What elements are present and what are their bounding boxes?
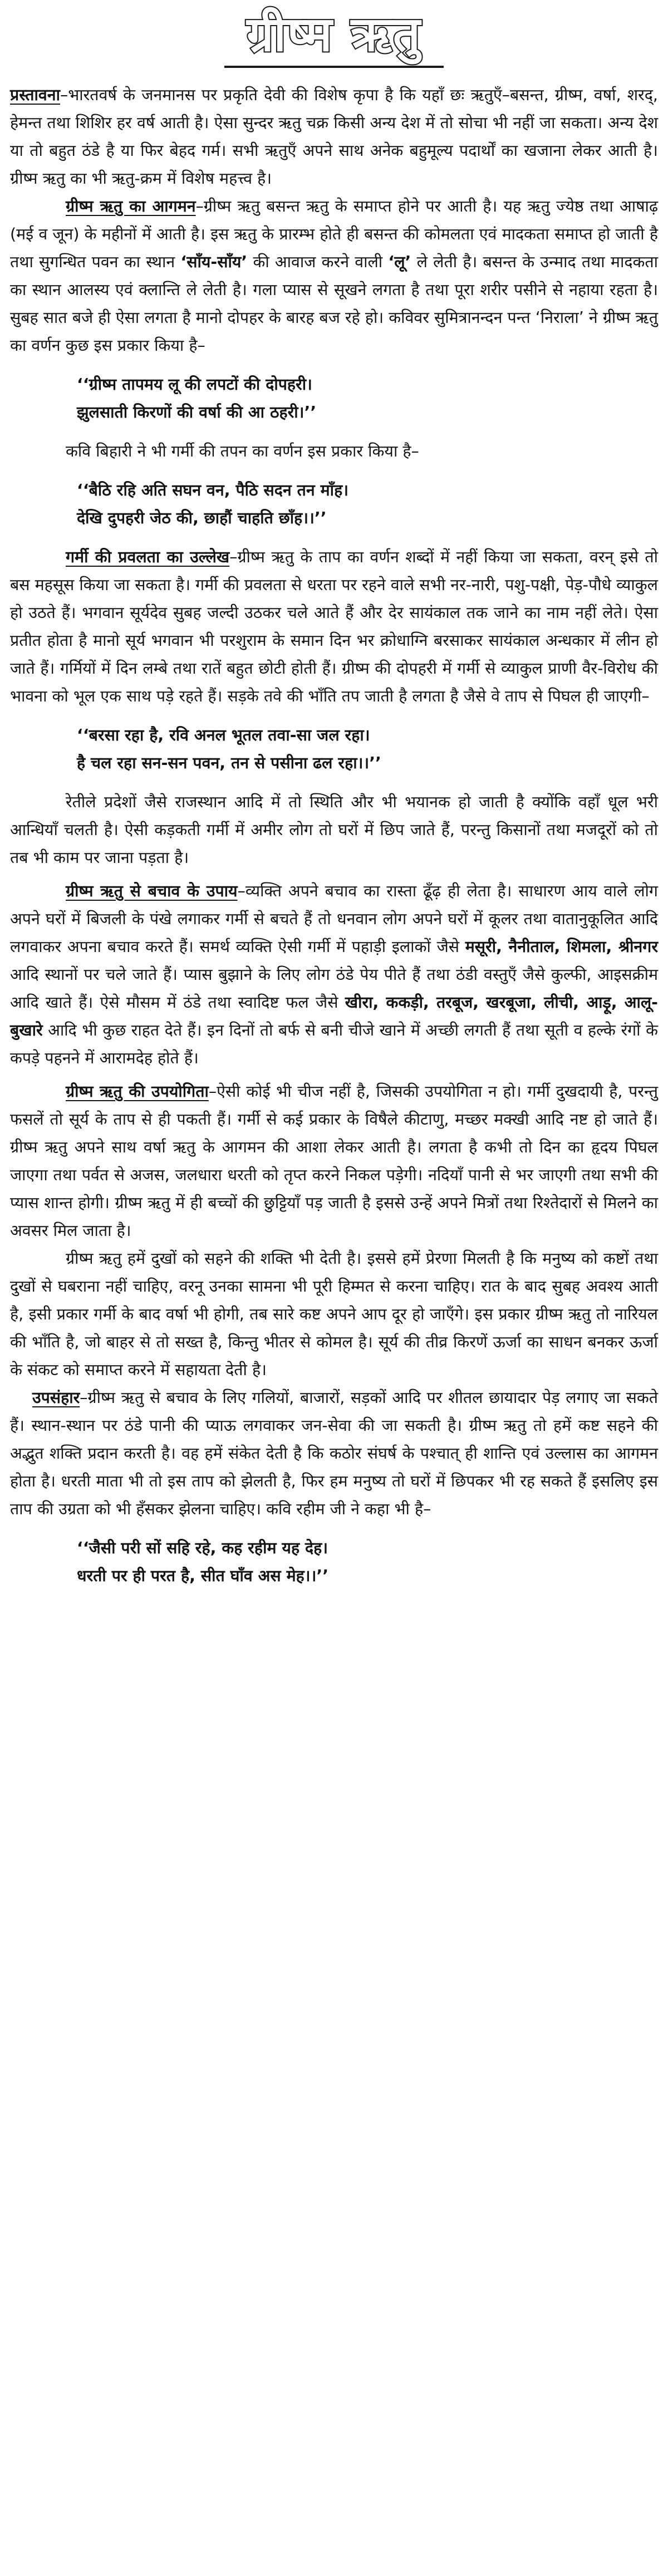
quote-rahim <box>77 1534 658 1590</box>
protection-fruits: खीरा, ककड़ी, तरबूज, खरबूजा, लीची, आड़ू, आलू-बुखारे <box>10 993 658 1039</box>
quote-line: देखि दुपहरी जेठ की, छाहौं चाहति छाँह।।’’ <box>77 509 327 527</box>
quote-pant <box>77 371 658 426</box>
quote-line: ‘‘बैठि रहि अति सघन वन, पैठि सदन तन माँह। <box>77 481 349 499</box>
strength-paragraph: ग्रीष्म ऋतु हमें दुखों को सहने की शक्ति भी देती है। इससे हमें प्रेरणा मिलती है कि मनुष्य को कष्टों तथा दुखों से घबराना नहीं चाहिए, वरनू उनका सामना भी पूरी हिम्मत से करना चाहिए। रात के बाद सुबह अवश्य आती है, इसी प्रकार गर्मी के बाद वर्षा भी होगी, तब सारे कष्ट अपने आप दूर हो जाएँगे। इस प्रकार ग्रीष्म ऋतु तो नारियल की भाँति है, जो बाहर से तो सख्त है, किन्तु भीतर से कोमल है। सूर्य की तीव्र किरणें ऊर्जा का साधन बनकर ऊर्जा के संकट को समाप्त करने में सहायता देती है। <box>10 1249 658 1379</box>
protection-heading: ग्रीष्म ऋतु से बचाव के उपाय <box>66 882 238 900</box>
arrival-text-2: की आवाज करने वाली <box>247 253 389 271</box>
quote-bihari <box>77 477 658 532</box>
arrival-text-1: –ग्रीष्म ऋतु बसन्त ऋतु के समाप्त होने पर आती है। यह ऋतु ज्येष्ठ तथा आषाढ़ (मई व जून) के महीनों में आती है। इस ऋतु के प्रारम्भ होते ही बसन्त की कोमलता एवं मादकता समाप्त हो जाती है तथा सुगन्धित पवन का स्थान <box>10 197 658 271</box>
arrival-bold-2: ‘लू’ <box>388 253 411 271</box>
intro-text: –भारतवर्ष के जनमानस पर प्रकृति देवी की विशेष कृपा है कि यहाँ छः ऋतुएँ–बसन्त, ग्रीष्म, वर्षा, शरद्, हेमन्त तथा शिशिर हर वर्ष आती है। ऐसा सुन्दर ऋतु चक्र किसी अन्य देश में तो सोचा भी नहीं जा सकता। अन्य देश या तो बहुत ठंडे है या फिर बेहद गर्म। सभी ऋतुएँ अपने साथ अनेक बहुमूल्य पदार्थों का खजाना लेकर आती है। ग्रीष्म ऋतु का भी ऋतु-क्रम में विशेष महत्त्व है। <box>10 86 658 188</box>
quote-line: धरती पर ही परत है, सीत घाँव अस मेह।।’’ <box>77 1567 329 1585</box>
protection-text-1: –व्यक्ति अपने बचाव का रास्ता ढूँढ़ ही लेता है। साधारण आय वाले लोग अपने घरों में बिजली के पंखे लगाकर गर्मी से बचते हैं तो धनवान लोग अपने घरों में कूलर तथा वातानुकूलित आदि लगवाकर अपना बचाव करते हैं। समर्थ व्यक्ति ऐसी गर्मी में पहाड़ी इलाकों जैसे <box>10 882 658 956</box>
quote-line: झुलसाती किरणों की वर्षा की आ ठहरी।’’ <box>77 403 317 421</box>
desert-paragraph: रेतीले प्रदेशों जैसे राजस्थान आदि में तो स्थिति और भी भयानक हो जाती है क्योंकि वहाँ धूल भरी आन्धियाँ चलती है। ऐसी कड़कती गर्मी में अमीर लोग तो घरों में छिप जाते हैं, परन्तु किसानों तथा मजदूरों को तो तब भी काम पर जाना पड़ता है। <box>10 793 658 867</box>
conclusion-text: –ग्रीष्म ऋतु से बचाव के लिए गलियों, बाजारों, सड़कों आदि पर शीतल छायादार पेड़ लगाए जा सकते हैं। स्थान-स्थान पर ठंडे पानी की प्याऊ लगवाकर जन-सेवा की जा सकती है। ग्रीष्म ऋतु तो हमें कष्ट सहने की अद्भुत शक्ति प्रदान करती है। वह हमें संकेत देती है कि कठोर संघर्ष के पश्चात् ही शान्ति एवं उल्लास का आगमन होता है। धरती माता भी तो इस ताप को झेलती है, फिर हम मनुष्य तो घरों में छिपकर भी रह सकते हैं इसलिए इस ताप की उग्रता को भी हँसकर झेलना चाहिए। कवि रहीम जी ने कहा भी है– <box>10 1388 658 1518</box>
conclusion-heading: उपसंहार <box>32 1388 80 1407</box>
protection-places: मसूरी, नैनीताल, शिमला, श्रीनगर <box>465 938 658 956</box>
conclusion-paragraph <box>10 1384 658 1523</box>
intro-paragraph <box>10 81 658 193</box>
intensity-text: –ग्रीष्म ऋतु के ताप का वर्णन शब्दों में नहीं किया जा सकता, वरन् इसे तो बस महसूस किया जा सकता है। गर्मी की प्रवलता से धरता पर रहने वाले सभी नर-नारी, पशु-पक्षी, पेड़-पौधे व्याकुल हो उठते हैं। भगवान सूर्यदेव सुबह जल्दी उठकर चले आते हैं और देर सायंकाल तक जाने का नाम नहीं लेते। ऐसा प्रतीत होता है मानो सूर्य भगवान भी परशुराम के समान दिन भर क्रोधाग्नि बरसाकर सायंकाल अन्धकार में लीन हो जाते हैं। गर्मियों में दिन लम्बे तथा रातें बहुत छोटी होती हैं। ग्रीष्म की दोपहरी में गर्मी से व्याकुल प्राणी वैर-विरोध की भावना को भूल एक साथ पड़े रहते हैं। सड़के तवे की भाँति तप जाती है लगता है जैसे वे ताप से पिघल ही जाएगी– <box>10 548 658 705</box>
quote-line: है चल रहा सन-सन पवन, तन से पसीना ढल रहा।।’’ <box>77 754 381 772</box>
quote-gupta <box>77 722 658 777</box>
quote-line: ‘‘ग्रीष्म तापमय लू की लपटों की दोपहरी। <box>77 375 312 394</box>
quote-line: ‘‘बरसा रहा है, रवि अनल भूतल तवा-सा जल रहा। <box>77 726 370 744</box>
intensity-heading: गर्मी की प्रवलता का उल्लेख <box>66 548 230 566</box>
title-area <box>10 0 658 81</box>
usefulness-paragraph <box>10 1078 658 1245</box>
bihari-intro: कवि बिहारी ने भी गर्मी की तपन का वर्णन इस प्रकार किया है– <box>66 442 419 460</box>
arrival-text-3: ले लेती है। बसन्त के उन्माद तथा मादकता का स्थान आलस्य एवं क्लान्ति ले लेती है। गला प्यास से सूखने लगता है तथा पूरा शरीर पसीने से नहाया रहता है। सुबह सात बजे ही ऐसा लगता है मानो दोपहर के बारह बज रहे हो। कविवर सुमित्रानन्दन पन्त ‘निराला’ ने ग्रीष्म ऋतु का वर्णन कुछ इस प्रकार किया है– <box>10 253 658 355</box>
usefulness-text: –ऐसी कोई भी चीज नहीं है, जिसकी उपयोगिता न हो। गर्मी दुखदायी है, परन्तु फसलें तो सूर्य के ताप से ही पकती हैं। गर्मी से कई प्रकार के विषैले कीटाणु, मच्छर मक्खी आदि नष्ट हो जाते हैं। ग्रीष्म ऋतु अपने साथ वर्षा ऋतु के आगमन की आशा लेकर आती है। लगता है कभी तो दिन का हृदय पिघल जाएगा तथा पर्वत से अजस, जलधारा धरती को तृप्त करने निकल पड़ेगी। नदियाँ पानी से भर जाएगी तथा सभी की प्यास शान्त होगी। ग्रीष्म ऋतु में ही बच्चों की छुट्टियाँ पड़ जाती है इससे उन्हें अपने मित्रों तथा रिश्तेदारों से मिलने का अवसर मिल जाता है। <box>10 1082 658 1240</box>
arrival-bold-1: ‘साँय-साँय’ <box>180 253 248 271</box>
arrival-paragraph <box>10 193 658 360</box>
protection-paragraph <box>10 877 658 1072</box>
protection-text-3: आदि भी कुछ राहत देते हैं। इन दिनों तो बर्फ से बनी चीजे खाने में अच्छी लगती हैं तथा सूती व हल्के रंगों के कपड़े पहनने में आरामदेह होते हैं। <box>10 1021 658 1067</box>
quote-line: ‘‘जैसी परी सों सहि रहे, कह रहीम यह देह। <box>77 1539 328 1557</box>
essay-title: ग्रीष्म ऋतु <box>224 3 444 68</box>
usefulness-heading: ग्रीष्म ऋतु की उपयोगिता <box>66 1082 209 1101</box>
intro-heading: प्रस्तावना <box>10 86 60 104</box>
intensity-paragraph <box>10 543 658 710</box>
arrival-heading: ग्रीष्म ऋतु का आगमन <box>66 197 196 215</box>
protection-text-2: आदि स्थानों पर चले जाते हैं। प्यास बुझाने के लिए लोग ठंडे पेय पीते हैं तथा ठंडी वस्तुएँ जैसे कुल्फी, आइसक्रीम आदि खाते हैं। ऐसे मौसम में ठंडे तथा स्वादिष्ट फल जैसे <box>10 965 658 1012</box>
